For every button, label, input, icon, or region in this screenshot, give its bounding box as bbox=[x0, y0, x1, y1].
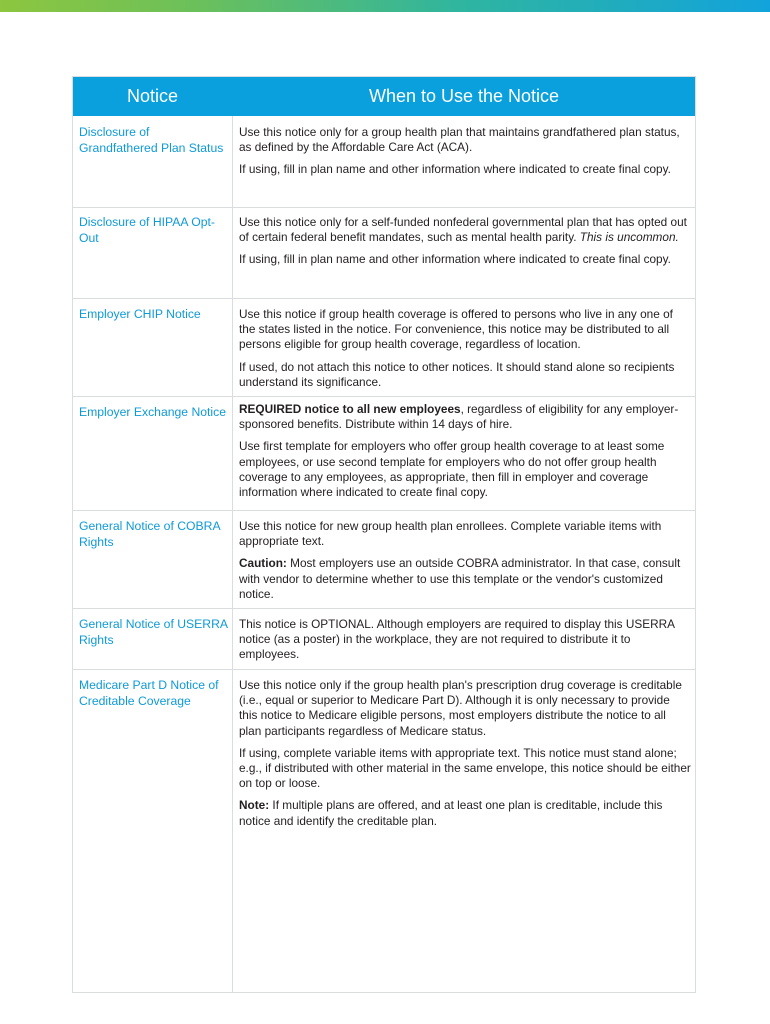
description-paragraph: REQUIRED notice to all new employees, regardless of eligibility for any employer-sponsored benefits. Distribute within 14 days of hire. bbox=[239, 402, 679, 432]
table-row bbox=[73, 608, 695, 669]
description-paragraph: Use this notice only for a self-funded nonfederal governmental plan that has opted out of certain federal benefit mandates, such as mental health parity. This is uncommon. bbox=[239, 215, 687, 245]
notice-description bbox=[239, 617, 691, 670]
notice-description bbox=[239, 215, 691, 275]
notice-name: Employer Exchange Notice bbox=[79, 405, 226, 419]
notice-name: Disclosure of HIPAA Opt-Out bbox=[79, 215, 215, 245]
table-row bbox=[73, 298, 695, 396]
table-row bbox=[73, 207, 695, 298]
table-row bbox=[73, 510, 695, 608]
description-paragraph: Use this notice only for a group health plan that maintains grandfathered plan status, as defined by the Affordable Care Act (ACA). bbox=[239, 125, 680, 155]
header-when-to-use: When to Use the Notice bbox=[368, 86, 560, 106]
row-divider bbox=[73, 207, 695, 208]
notice-name: Employer CHIP Notice bbox=[79, 307, 201, 321]
notice-name: Medicare Part D Notice of Creditable Coverage bbox=[79, 678, 219, 708]
notice-description bbox=[239, 307, 691, 397]
row-divider bbox=[73, 669, 695, 670]
notice-description bbox=[239, 402, 691, 507]
description-paragraph: If using, fill in plan name and other information where indicated to create final copy. bbox=[239, 252, 671, 267]
description-paragraph: Use this notice if group health coverage is offered to persons who live in any one of the states listed in the notice. For convenience, this notice may be distributed to all persons eligible for group health coverage, regardless of location. bbox=[239, 307, 673, 352]
description-paragraph: If using, fill in plan name and other information where indicated to create final copy. bbox=[239, 162, 671, 177]
table-row bbox=[73, 669, 695, 992]
description-paragraph: Use this notice for new group health plan enrollees. Complete variable items with appropriate text. bbox=[239, 519, 662, 549]
table-header bbox=[73, 77, 695, 116]
description-paragraph: Use first template for employers who offer group health coverage to at least some employees, or use second template for employers who do not offer group health coverage to any employees, as appropriate, then fill in employer and coverage information where indicated to create final copy. bbox=[239, 439, 665, 500]
description-paragraph: If using, complete variable items with appropriate text. This notice must stand alone; e.g., if distributed with other material in the same envelope, this notice should be either on top or loose. bbox=[239, 745, 691, 791]
row-divider bbox=[73, 608, 695, 609]
table-row bbox=[73, 396, 695, 510]
description-paragraph: Caution: Most employers use an outside COBRA administrator. In that case, consult with vendor to determine whether to use this template or the vendor's customized notice. bbox=[239, 556, 681, 601]
description-paragraph: If used, do not attach this notice to other notices. It should stand alone so recipients understand its significance. bbox=[239, 359, 675, 389]
description-paragraph: Note: If multiple plans are offered, and at least one plan is creditable, include this notice and identify the creditable plan. bbox=[239, 798, 663, 828]
description-paragraph: Use this notice only if the group health plan's prescription drug coverage is creditable (i.e., equal or superior to Medicare Part D). Although it is only necessary to provide this notice to Medicare eligible persons, most employers distribute the notice to all plan participants regardless of Medicare status. bbox=[239, 678, 682, 738]
row-divider bbox=[73, 396, 695, 397]
notice-name: General Notice of USERRA Rights bbox=[79, 617, 228, 647]
notice-description bbox=[239, 678, 691, 836]
notice-description bbox=[239, 125, 691, 185]
top-gradient-bar bbox=[0, 0, 770, 12]
header-notice: Notice bbox=[126, 86, 179, 106]
table-row bbox=[73, 116, 695, 207]
notice-description bbox=[239, 519, 691, 609]
description-paragraph: This notice is OPTIONAL. Although employers are required to display this USERRA notice (as a poster) in the workplace, they are not required to distribute it to employees. bbox=[239, 617, 675, 662]
row-divider bbox=[73, 298, 695, 299]
notice-name: General Notice of COBRA Rights bbox=[79, 519, 220, 549]
row-divider bbox=[73, 510, 695, 511]
notice-name: Disclosure of Grandfathered Plan Status bbox=[79, 125, 224, 155]
